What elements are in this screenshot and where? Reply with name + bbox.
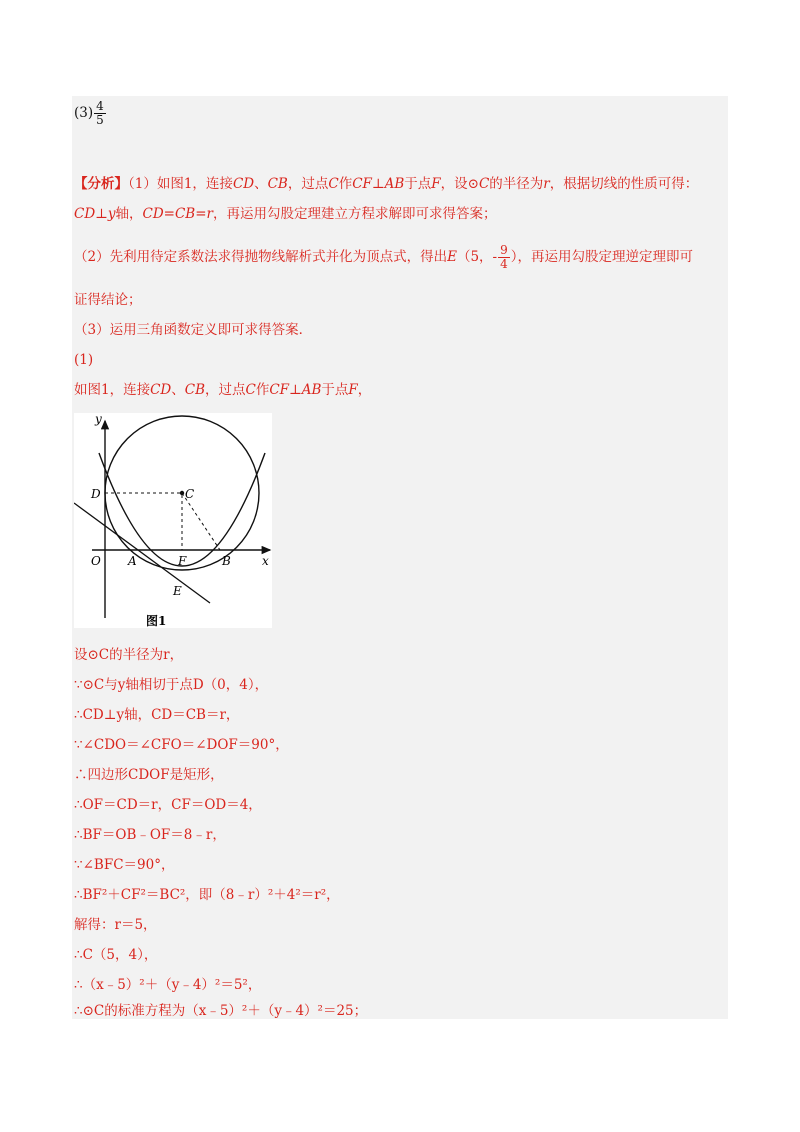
- text-run: 轴，: [115, 206, 143, 222]
- text-run: ），再运用勾股定理逆定理即可: [510, 249, 693, 265]
- fraction-numerator: 9: [500, 243, 508, 257]
- text-run: ⊥: [95, 206, 108, 222]
- text-run: F: [431, 176, 441, 192]
- analysis-line-1: [74, 174, 698, 194]
- text-run: CB: [267, 176, 288, 192]
- text-run: F: [348, 382, 358, 398]
- text-run: 、: [171, 382, 185, 398]
- solution-line-4: ∵∠CDO＝∠CFO＝∠DOF＝90°，: [74, 737, 289, 753]
- analysis-line-4: 证得结论；: [74, 292, 142, 308]
- fraction-denominator: 4: [500, 257, 508, 271]
- solution-line-3: ∴CD⊥y轴，CD＝CB＝r，: [74, 707, 240, 723]
- analysis-line-3: [74, 244, 693, 271]
- analysis-tag: 【分析】: [74, 176, 128, 192]
- solution-line-8: ∵∠BFC＝90°，: [74, 857, 175, 873]
- text-run: 如图1，连接: [74, 382, 151, 398]
- text-run: C: [245, 382, 256, 398]
- figure-1: [74, 413, 272, 628]
- text-run: CD=CB=r: [142, 206, 213, 222]
- text-run: AB: [384, 176, 405, 192]
- fraction-denominator: 5: [96, 113, 104, 127]
- text-run: 于点: [404, 176, 432, 192]
- text-run: AB: [301, 382, 322, 398]
- text-run: （1）如图1，连接: [128, 176, 233, 192]
- label-f: F: [178, 554, 187, 568]
- text-run: CB: [184, 382, 205, 398]
- label-x: x: [262, 554, 269, 568]
- figure-1-diagram: [74, 413, 272, 628]
- text-run: 作: [255, 382, 270, 398]
- solution-line-12: ∴（x﹣5）²＋（y﹣4）²＝5²，: [74, 977, 262, 993]
- text-run: r: [543, 176, 550, 192]
- text-run: ，根据切线的性质可得：: [549, 176, 699, 192]
- label-a: A: [128, 554, 137, 568]
- label-c: C: [185, 487, 195, 501]
- text-run: E: [447, 249, 457, 265]
- analysis-line-5: （3）运用三角函数定义即可求得答案．: [74, 322, 313, 338]
- figure-caption: 图1: [146, 614, 167, 628]
- text-run: C: [328, 176, 339, 192]
- part1-intro: [74, 380, 371, 400]
- label-y: y: [95, 413, 102, 426]
- solution-line-1: 设⊙C的半径为r，: [74, 647, 184, 663]
- text-run: CF: [269, 382, 290, 398]
- text-run: 的半径为: [489, 176, 544, 192]
- text-run: C: [478, 176, 490, 192]
- text-run: 于点: [321, 382, 349, 398]
- label-e: E: [173, 584, 182, 598]
- solution-line-7: ∴BF＝OB﹣OF＝8﹣r，: [74, 827, 226, 843]
- text-run: （5，-: [456, 249, 498, 265]
- segment-cb: [182, 493, 220, 550]
- solution-line-11: ∴C（5，4），: [74, 947, 158, 963]
- answer-fraction: [94, 100, 106, 127]
- text-run: CD: [232, 176, 255, 192]
- part1-label: (1): [74, 352, 94, 368]
- tangent-line: [74, 503, 210, 603]
- text-run: ，设⊙: [440, 176, 479, 192]
- answer-prefix: (3): [74, 105, 94, 121]
- label-o: O: [91, 554, 101, 568]
- analysis-line-2: [74, 204, 496, 224]
- text-run: 作: [338, 176, 353, 192]
- solution-line-5: ∴四边形CDOF是矩形，: [74, 767, 224, 783]
- point-c: [180, 491, 184, 495]
- solution-line-10: 解得：r＝5，: [74, 917, 157, 933]
- label-b: B: [222, 554, 231, 568]
- solution-line-9: ∴BF²＋CF²＝BC²，即（8﹣r）²＋4²＝r²，: [74, 887, 340, 903]
- label-d: D: [91, 487, 101, 501]
- text-run: CD: [150, 382, 172, 398]
- text-run: ⊥: [289, 382, 302, 398]
- vertex-fraction: [498, 244, 510, 271]
- fraction-numerator: 4: [96, 99, 104, 113]
- text-run: CD: [74, 206, 96, 222]
- text-run: ，过点: [205, 382, 246, 398]
- text-run: ⊥: [371, 176, 385, 192]
- text-run: ，再运用勾股定理建立方程求解即可求得答案；: [212, 206, 497, 222]
- text-run: ，过点: [287, 176, 329, 192]
- text-run: CF: [352, 176, 372, 192]
- text-run: （2）先利用待定系数法求得抛物线解析式并化为顶点式，得出: [74, 249, 448, 265]
- text-run: 、: [254, 176, 268, 192]
- solution-line-6: ∴OF＝CD＝r，CF＝OD＝4，: [74, 797, 262, 813]
- solution-line-13: ∴⊙C的标准方程为（x﹣5）²＋（y﹣4）²＝25；: [74, 1003, 368, 1019]
- document-panel: [72, 96, 728, 1019]
- answer-part3: [74, 100, 107, 127]
- solution-line-2: ∵⊙C与y轴相切于点D（0，4），: [74, 677, 269, 693]
- text-run: y: [107, 206, 116, 222]
- text-run: ，: [357, 382, 372, 398]
